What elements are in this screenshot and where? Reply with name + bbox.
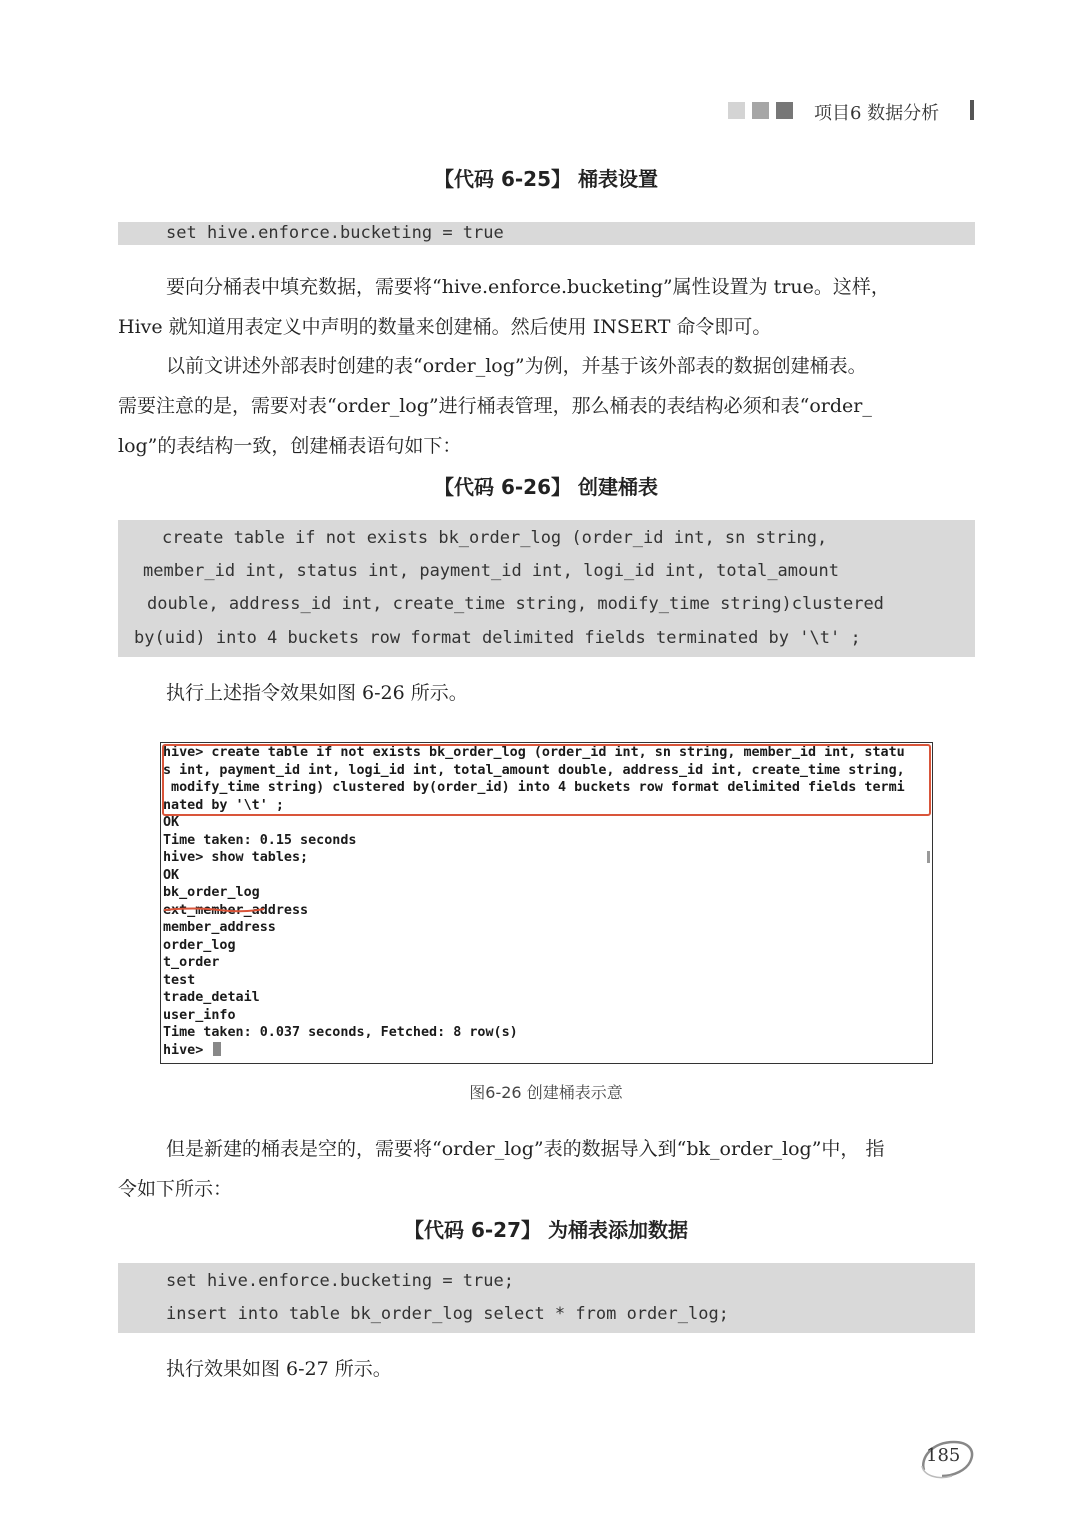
highlight-box	[162, 744, 931, 816]
terminal-line: hive> create table if not exists bk_order_log (order_id int, sn string, member_id int, statu	[163, 745, 905, 760]
code-line: insert into table bk_order_log select * from order_log;	[166, 1304, 729, 1324]
terminal-line: Time taken: 0.15 seconds	[163, 832, 357, 848]
paragraph-line: 但是新建的桶表是空的，需要将“order_log”表的数据导入到“bk_order_log”中， 指	[166, 1138, 885, 1160]
code-block	[118, 1263, 975, 1333]
page-number-text: 185	[926, 1445, 961, 1466]
terminal-line: user_info	[163, 1007, 236, 1023]
terminal-prompt: hive>	[163, 1042, 212, 1058]
code-line: by(uid) into 4 buckets row format delimited fields terminated by '\t' ;	[134, 628, 861, 648]
code-line: set hive.enforce.bucketing = true	[166, 223, 504, 243]
header-decor-square	[776, 102, 793, 119]
terminal-cursor	[213, 1042, 221, 1056]
header-title: 项目6 数据分析	[814, 103, 940, 124]
code-title: 【代码 6-26】 创建桶表	[434, 475, 658, 499]
paragraph-line: Hive 就知道用表定义中声明的数量来创建桶。然后使用 INSERT 命令即可。	[118, 316, 772, 338]
terminal-line: OK	[163, 867, 180, 883]
paragraph-line: 要向分桶表中填充数据，需要将“hive.enforce.bucketing”属性设置为 true。这样，	[166, 276, 890, 298]
code-line: create table if not exists bk_order_log (order_id int, sn string,	[162, 528, 828, 548]
terminal-line: t_order	[163, 955, 220, 970]
code-line: member_id int, status int, payment_id int, logi_id int, total_amount	[143, 561, 839, 581]
running-header	[728, 98, 988, 126]
terminal-line: order_log	[163, 937, 236, 953]
paragraph-line: 执行效果如图 6-27 所示。	[166, 1358, 392, 1380]
terminal-line: Time taken: 0.037 seconds, Fetched: 8 row(s)	[163, 1025, 518, 1040]
terminal-prompt-line	[163, 1042, 221, 1060]
code-line: set hive.enforce.bucketing = true;	[166, 1271, 514, 1291]
code-block	[118, 222, 975, 245]
terminal-line: hive> show tables;	[163, 850, 309, 865]
page-number	[918, 1436, 978, 1480]
terminal-line: OK	[163, 815, 180, 830]
paragraph-line: 需要注意的是，需要对表“order_log”进行桶表管理，那么桶表的表结构必须和表“order_	[118, 395, 872, 417]
terminal-line: trade_detail	[163, 990, 260, 1005]
scrollbar-mark	[927, 851, 930, 863]
header-decor-square	[728, 102, 745, 119]
header-decor-square	[752, 102, 769, 119]
code-block	[118, 520, 975, 657]
code-title: 【代码 6-25】 桶表设置	[434, 167, 658, 191]
paragraph-line: 令如下所示：	[118, 1178, 233, 1200]
code-line: double, address_id int, create_time string, modify_time string)clustered	[147, 594, 884, 614]
figure-caption: 图6-26 创建桶表示意	[469, 1083, 623, 1102]
terminal-line: bk_order_log	[163, 885, 260, 900]
terminal-line: member_address	[163, 920, 276, 935]
header-bar	[970, 100, 974, 120]
terminal-line: ext_member_address	[163, 902, 309, 918]
terminal-line: nated by '\t' ;	[163, 797, 284, 813]
highlight-underline	[164, 906, 264, 914]
terminal-line: s int, payment_id int, logi_id int, total_amount double, address_id int, create_time string,	[163, 762, 905, 778]
terminal-line: test	[163, 972, 196, 988]
code-title: 【代码 6-27】 为桶表添加数据	[404, 1218, 688, 1242]
paragraph-line: log”的表结构一致，创建桶表语句如下：	[118, 435, 462, 457]
paragraph-line: 以前文讲述外部表时创建的表“order_log”为例，并基于该外部表的数据创建桶表。	[166, 355, 867, 377]
paragraph-line: 执行上述指令效果如图 6-26 所示。	[166, 682, 468, 704]
terminal-screenshot	[160, 742, 933, 1064]
terminal-line: modify_time string) clustered by(order_id) into 4 buckets row format delimited fields termi	[163, 780, 905, 795]
